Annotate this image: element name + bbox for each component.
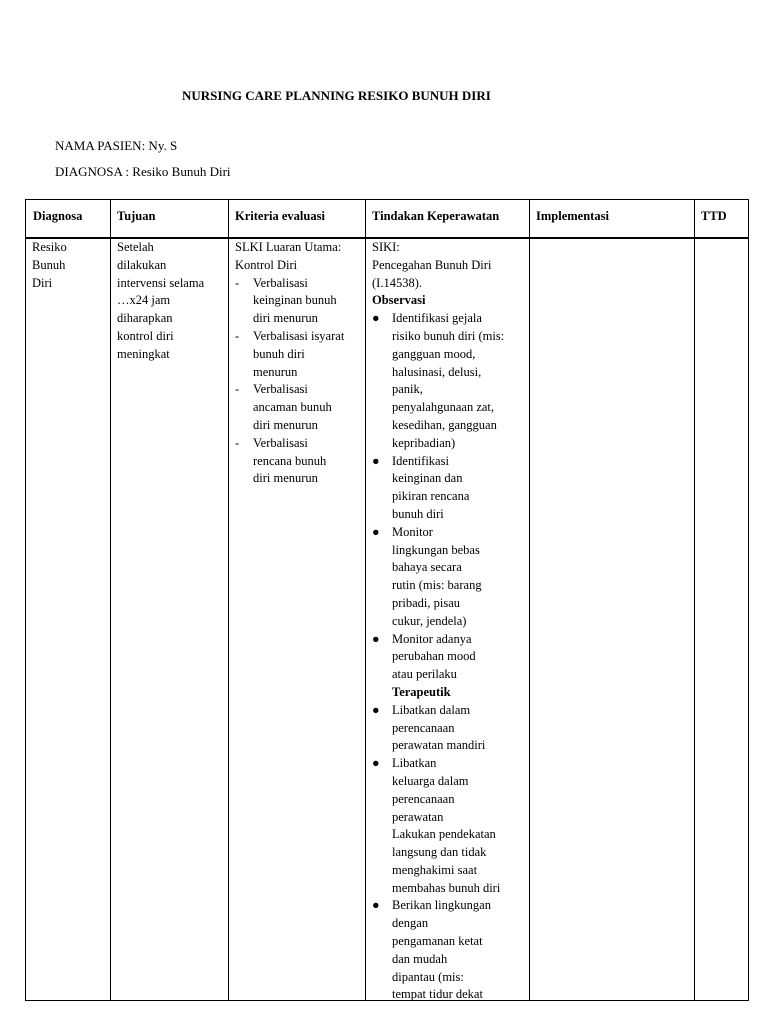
terapeutik-line: perencanaan bbox=[392, 720, 455, 735]
observasi-line: perubahan mood bbox=[392, 649, 476, 664]
kriteria-line: ancaman bunuh bbox=[253, 400, 332, 415]
dash-marker: - bbox=[235, 328, 240, 343]
tujuan-line: …x24 jam bbox=[117, 293, 171, 308]
observasi-line: kepribadian) bbox=[392, 435, 456, 450]
kriteria-line: Verbalisasi bbox=[253, 382, 308, 397]
tujuan-line: intervensi selama bbox=[117, 275, 205, 290]
observasi-item bbox=[372, 524, 504, 631]
header-tindakan: Tindakan Keperawatan bbox=[372, 209, 500, 223]
header-tujuan: Tujuan bbox=[117, 209, 156, 223]
dash-marker: - bbox=[235, 435, 240, 450]
terapeutik-item bbox=[372, 755, 504, 826]
bullet-marker: ● bbox=[372, 702, 380, 717]
kriteria-item bbox=[235, 381, 344, 434]
terapeutik-line: langsung dan tidak bbox=[392, 845, 487, 860]
dash-marker: - bbox=[235, 382, 240, 397]
bullet-marker: ● bbox=[372, 898, 380, 913]
observasi-line: keinginan dan bbox=[392, 471, 463, 486]
document-title: NURSING CARE PLANNING RESIKO BUNUH DIRI bbox=[182, 88, 491, 103]
diagnosa-line: Resiko bbox=[32, 240, 67, 254]
column-divider bbox=[228, 200, 229, 1000]
kriteria-line: rencana bunuh bbox=[253, 453, 327, 468]
terapeutik-line: perawatan bbox=[392, 809, 444, 824]
tujuan-line: kontrol diri bbox=[117, 328, 174, 343]
diagnosa-line: Bunuh bbox=[32, 257, 66, 272]
observasi-item bbox=[372, 453, 504, 524]
column-divider bbox=[365, 200, 366, 1000]
header-ttd: TTD bbox=[701, 209, 727, 223]
terapeutik-line: perencanaan bbox=[392, 791, 455, 806]
observasi-line: gangguan mood, bbox=[392, 346, 476, 361]
observasi-line: bunuh diri bbox=[392, 506, 444, 521]
kriteria-line: menurun bbox=[253, 364, 298, 379]
terapeutik-line: pengamanan ketat bbox=[392, 934, 483, 949]
kriteria-line: diri menurun bbox=[253, 417, 318, 432]
header-kriteria: Kriteria evaluasi bbox=[235, 209, 325, 223]
terapeutik-line: Libatkan bbox=[392, 756, 437, 771]
observasi-line: pribadi, pisau bbox=[392, 595, 461, 610]
terapeutik-item bbox=[372, 702, 504, 755]
column-divider bbox=[110, 200, 111, 1000]
terapeutik-line: dengan bbox=[392, 916, 429, 931]
tujuan-cell bbox=[117, 239, 204, 364]
kriteria-line: Verbalisasi bbox=[253, 435, 308, 450]
diagnosis-line: DIAGNOSA : Resiko Bunuh Diri bbox=[55, 164, 231, 179]
observasi-heading: Observasi bbox=[372, 293, 426, 308]
terapeutik-line: membahas bunuh diri bbox=[392, 880, 501, 895]
observasi-line: rutin (mis: barang bbox=[392, 578, 482, 593]
kriteria-intro: Kontrol Diri bbox=[235, 257, 298, 272]
dash-marker: - bbox=[235, 275, 240, 290]
terapeutik-line: Libatkan dalam bbox=[392, 702, 471, 717]
tujuan-line: meningkat bbox=[117, 346, 170, 361]
patient-name: NAMA PASIEN: Ny. S bbox=[55, 138, 178, 153]
kriteria-line: Verbalisasi bbox=[253, 275, 308, 290]
observasi-line: atau perilaku bbox=[392, 667, 457, 682]
observasi-line: kesedihan, gangguan bbox=[392, 417, 497, 432]
kriteria-line: diri menurun bbox=[253, 311, 318, 326]
bullet-marker: ● bbox=[372, 524, 380, 539]
column-divider bbox=[694, 200, 695, 1000]
kriteria-item bbox=[235, 275, 344, 328]
bullet-marker: ● bbox=[372, 631, 380, 646]
tujuan-line: diharapkan bbox=[117, 311, 173, 326]
observasi-item bbox=[372, 310, 504, 452]
kriteria-cell bbox=[235, 239, 344, 488]
kriteria-item bbox=[235, 435, 344, 488]
header-diagnosa: Diagnosa bbox=[33, 209, 83, 223]
kriteria-line: bunuh diri bbox=[253, 346, 305, 361]
observasi-line: lingkungan bebas bbox=[392, 542, 480, 557]
tindakan-intro: (I.14538). bbox=[372, 275, 422, 290]
terapeutik-line: dipantau (mis: bbox=[392, 969, 464, 984]
observasi-item bbox=[372, 631, 504, 684]
observasi-line: Identifikasi bbox=[392, 453, 449, 468]
bullet-marker: ● bbox=[372, 453, 380, 468]
kriteria-line: Verbalisasi isyarat bbox=[253, 328, 345, 343]
observasi-line: risiko bunuh diri (mis: bbox=[392, 328, 505, 343]
tindakan-intro: SIKI: bbox=[372, 240, 400, 254]
terapeutik-item bbox=[372, 897, 504, 1004]
observasi-line: bahaya secara bbox=[392, 560, 462, 575]
observasi-line: halusinasi, delusi, bbox=[392, 364, 482, 379]
column-divider bbox=[529, 200, 530, 1000]
observasi-line: Monitor bbox=[392, 524, 433, 539]
tindakan-cell bbox=[372, 239, 504, 1004]
diagnosa-line: Diri bbox=[32, 275, 53, 290]
terapeutik-line: Berikan lingkungan bbox=[392, 898, 491, 913]
kriteria-line: keinginan bunuh bbox=[253, 293, 337, 308]
terapeutik-line: keluarga dalam bbox=[392, 773, 469, 788]
terapeutik-line: tempat tidur dekat bbox=[392, 987, 483, 1002]
observasi-line: pikiran rencana bbox=[392, 489, 470, 504]
tujuan-line: dilakukan bbox=[117, 257, 167, 272]
terapeutik-line: Lakukan pendekatan bbox=[392, 827, 496, 842]
header-implementasi: Implementasi bbox=[536, 209, 609, 223]
observasi-line: panik, bbox=[392, 382, 423, 397]
observasi-line: cukur, jendela) bbox=[392, 613, 467, 628]
terapeutik-line: menghakimi saat bbox=[392, 862, 478, 877]
terapeutik-line: perawatan mandiri bbox=[392, 738, 486, 753]
observasi-line: Identifikasi gejala bbox=[392, 311, 482, 326]
kriteria-item bbox=[235, 328, 344, 381]
tujuan-line: Setelah bbox=[117, 240, 154, 254]
terapeutik-line: dan mudah bbox=[392, 951, 448, 966]
care-plan-table bbox=[25, 199, 749, 1001]
terapeutik-plain-item bbox=[372, 826, 504, 897]
bullet-marker: ● bbox=[372, 756, 380, 771]
observasi-line: penyalahgunaan zat, bbox=[392, 400, 495, 415]
kriteria-line: diri menurun bbox=[253, 471, 318, 486]
diagnosa-cell bbox=[32, 239, 67, 292]
bullet-marker: ● bbox=[372, 311, 380, 326]
observasi-line: Monitor adanya bbox=[392, 631, 472, 646]
terapeutik-heading: Terapeutik bbox=[392, 684, 451, 699]
kriteria-intro: SLKI Luaran Utama: bbox=[235, 240, 342, 254]
tindakan-intro: Pencegahan Bunuh Diri bbox=[372, 257, 492, 272]
